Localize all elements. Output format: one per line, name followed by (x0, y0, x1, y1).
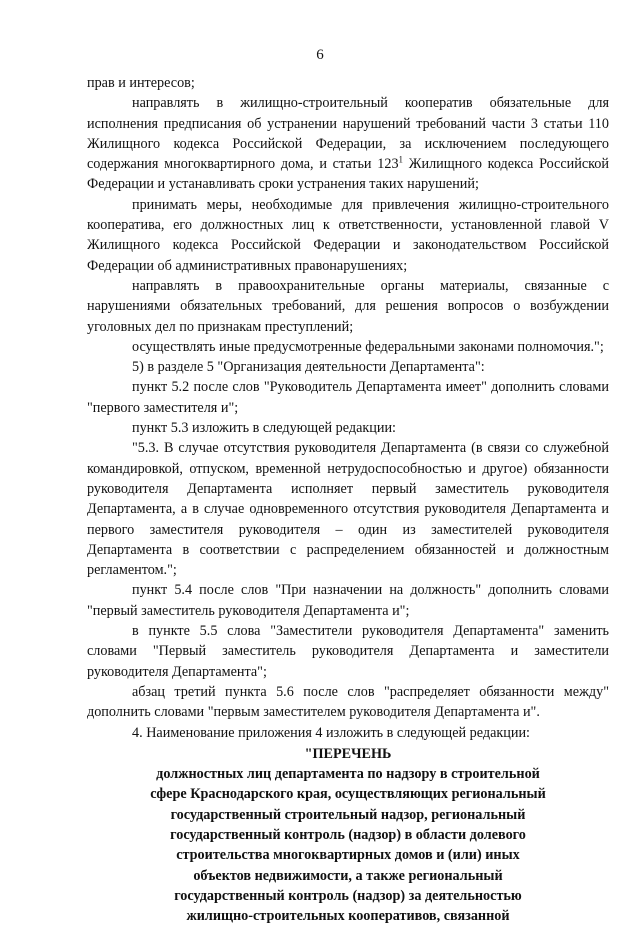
paragraph-other-powers: осуществлять иные предусмотренные федеральными законами полномочия."; (132, 338, 604, 355)
paragraph-item-5-6: абзац третий пункта 5.6 после слов "распределяет обязанности между" дополнить словами "первым заместителем руководителя Департамента и". (87, 683, 609, 721)
paragraph-rights-continuation: прав и интересов; (87, 75, 195, 91)
paragraph-liability-measures: принимать меры, необходимые для привлечения жилищно-строительного кооператива, его должностных лиц к ответственности, установленной главой V Жилищного кодекса Российской Федерации и законодательством Российской Федерации об административных правонарушениях; (87, 196, 609, 274)
paragraph-item-5-4: пункт 5.4 после слов "При назначении на должность" дополнить словами "первый заместитель руководителя Департамента и"; (87, 582, 609, 619)
document-body (87, 73, 609, 926)
paragraph-prescriptions-text: направлять в жилищно-строительный кооператив обязательные для исполнения предписания об устранении нарушений требований части 3 статьи 110 Жилищного кодекса Российской Федерации, за исключением последующего содержания многоквартирного дома, и статьи 123 (87, 95, 609, 173)
list-subtitle-line: строительства многоквартирных домов и (или) иных (176, 847, 520, 864)
list-subtitle-line: государственный строительный надзор, региональный (170, 806, 526, 823)
page-number: 6 (316, 47, 324, 63)
paragraph-appendix-4: 4. Наименование приложения 4 изложить в следующей редакции: (132, 724, 530, 741)
list-subtitle-line: государственный контроль (надзор) за деятельностью (174, 887, 522, 904)
paragraph-item-5-3-intro: пункт 5.3 изложить в следующей редакции: (132, 420, 396, 437)
paragraph-section-5: 5) в разделе 5 "Организация деятельности Департамента": (132, 359, 485, 376)
paragraph-prescriptions (87, 93, 609, 194)
article-superscript: 1 (398, 154, 404, 165)
list-subtitle-line: сфере Краснодарского края, осуществляющих региональный (150, 786, 546, 803)
list-subtitle-line: государственный контроль (надзор) в области долевого (170, 826, 526, 843)
paragraph-law-enforcement: направлять в правоохранительные органы материалы, связанные с нарушениями обязательных требований, для решения вопросов о возбуждении уголовных дел по признакам преступлений; (87, 277, 609, 335)
list-subtitle-line: должностных лиц департамента по надзору в строительной (156, 766, 540, 783)
paragraph-prescriptions-tail: Жилищного кодекса Российской Федерации и устанавливать сроки устранения таких нарушений; (87, 156, 609, 193)
paragraph-item-5-5: в пункте 5.5 слова "Заместители руководителя Департамента" заменить словами "Первый заместитель руководителя Департамента и заместители руководителя Департамента"; (87, 623, 609, 680)
paragraph-item-5-3-text: "5.3. В случае отсутствия руководителя Департамента (в связи со служебной командировкой, отпуском, временной нетрудоспособностью и другое) обязанности руководителя Департамента исполняет первый заместитель руководителя Департамента, а в случае одновременного отсутствия руководителя Департамента и первого заместителя руководителя – один из заместителей руководителя Департамента в соответствии с распределением обязанностей и должностным регламентом."; (87, 440, 609, 579)
list-title: "ПЕРЕЧЕНЬ (304, 745, 392, 762)
list-subtitle-line: объектов недвижимости, а также региональный (193, 867, 503, 884)
paragraph-item-5-2: пункт 5.2 после слов "Руководитель Департамента имеет" дополнить словами "первого заместителя и"; (87, 379, 609, 416)
list-subtitle-line: жилищно-строительных кооперативов, связанной (186, 908, 510, 925)
